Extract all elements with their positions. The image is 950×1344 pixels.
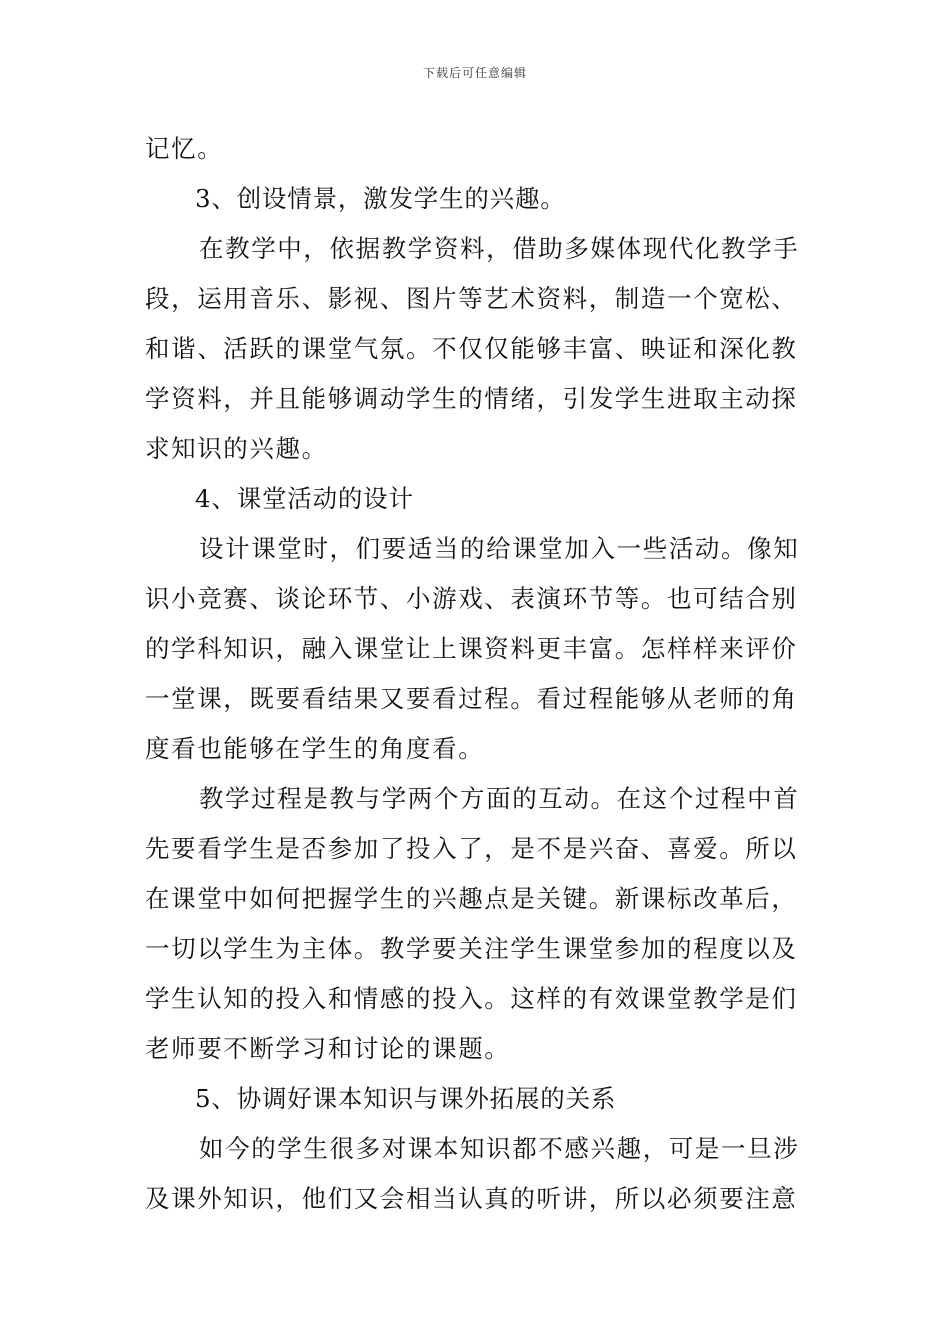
text-line: 如今的学生很多对课本知识都不感兴趣，可是一旦涉 (199, 1134, 800, 1163)
text-line: 度看也能够在学生的角度看。 (145, 734, 485, 763)
text-line: 和谐、活跃的课堂气氛。不仅仅能够丰富、映证和深化教 (145, 334, 798, 363)
document-body (145, 124, 807, 1224)
section-heading: 3、创设情景，激发学生的兴趣。 (195, 184, 566, 213)
text-line: 段，运用音乐、影视、图片等艺术资料，制造一个宽松、 (145, 284, 798, 313)
text-line: 先要看学生是否参加了投入了，是不是兴奋、喜爱。所以 (145, 834, 798, 863)
text-line: 教学过程是教与学两个方面的互动。在这个过程中首 (199, 784, 800, 813)
section-heading: 4、课堂活动的设计 (195, 484, 414, 513)
text-line: 识小竞赛、谈论环节、小游戏、表演环节等。也可结合别 (145, 584, 798, 613)
text-line: 的学科知识，融入课堂让上课资料更丰富。怎样样来评价 (145, 634, 798, 663)
text-line: 在课堂中如何把握学生的兴趣点是关键。新课标改革后， (145, 884, 798, 913)
text-line: 记忆。 (145, 134, 224, 163)
text-line: 在教学中，依据教学资料，借助多媒体现代化教学手 (199, 234, 800, 263)
text-line: 一切以学生为主体。教学要关注学生课堂参加的程度以及 (145, 934, 798, 963)
text-line: 老师要不断学习和讨论的课题。 (145, 1034, 511, 1063)
text-line: 学生认知的投入和情感的投入。这样的有效课堂教学是们 (145, 984, 798, 1013)
section-heading: 5、协调好课本知识与课外拓展的关系 (195, 1084, 617, 1113)
text-line: 学资料，并且能够调动学生的情绪，引发学生进取主动探 (145, 384, 798, 413)
text-line: 一堂课，既要看结果又要看过程。看过程能够从老师的角 (145, 684, 798, 713)
text-line: 设计课堂时，们要适当的给课堂加入一些活动。像知 (199, 534, 800, 563)
page-header: 下载后可任意编辑 (422, 66, 527, 80)
text-line: 求知识的兴趣。 (145, 434, 328, 463)
text-line: 及课外知识，他们又会相当认真的听讲，所以必须要注意 (145, 1184, 798, 1213)
